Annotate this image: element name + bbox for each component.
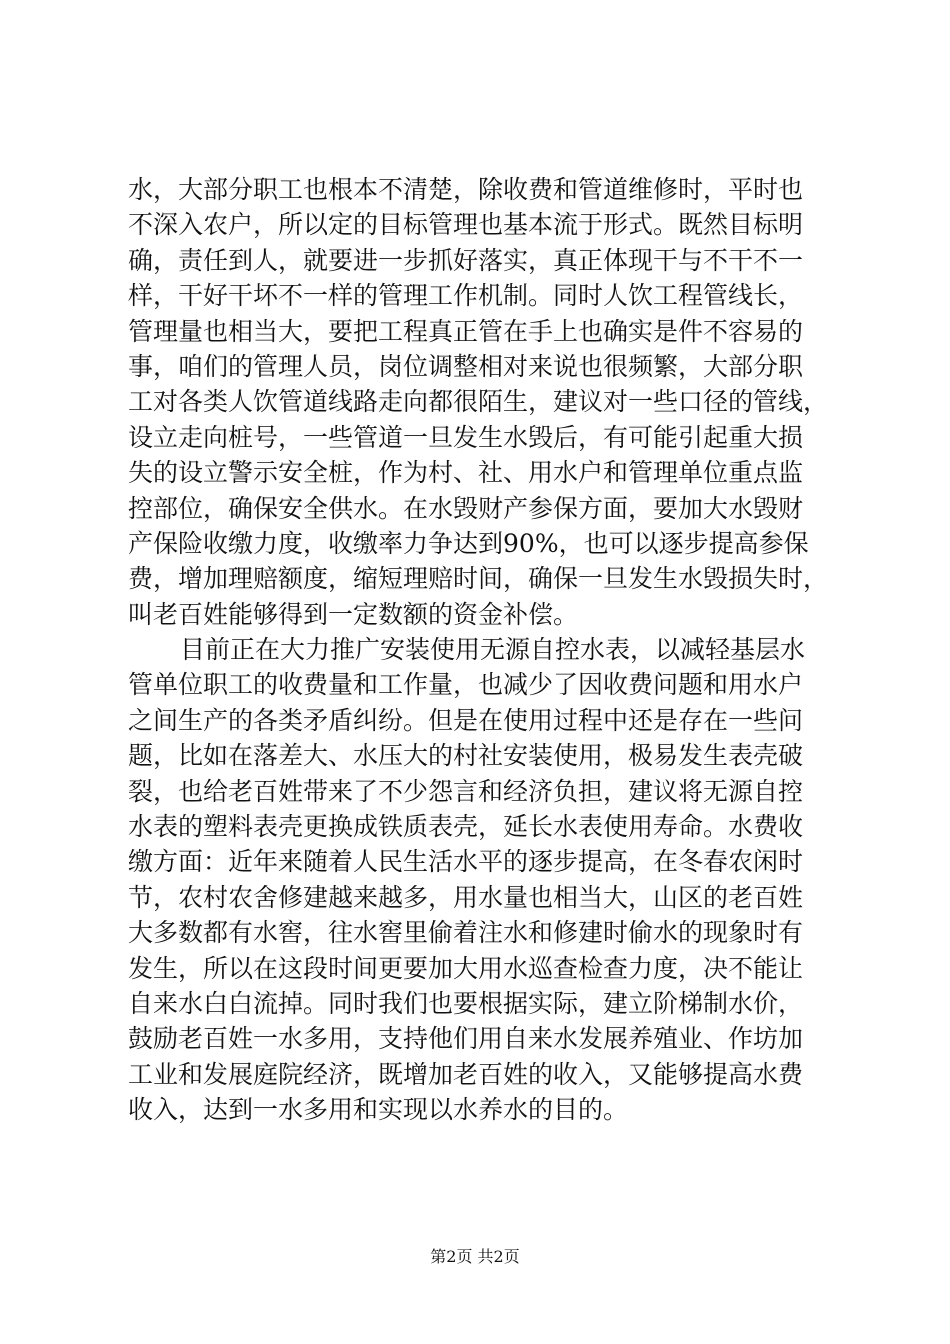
text-line: 不深入农户，所以定的目标管理也基本流于形式。既然目标明: [128, 210, 804, 240]
text-line: 水表的塑料表壳更换成铁质表壳，延长水表使用寿命。水费收: [128, 812, 804, 842]
text-line: 缴方面：近年来随着人民生活水平的逐步提高，在冬春农闲时: [128, 847, 804, 877]
text-line: 收入，达到一水多用和实现以水养水的目的。: [128, 1095, 629, 1125]
text-line: 样，干好干坏不一样的管理工作机制。同时人饮工程管线长，: [128, 281, 804, 311]
text-line: 自来水白白流掉。同时我们也要根据实际，建立阶梯制水价，: [128, 988, 804, 1018]
text-line: 叫老百姓能够得到一定数额的资金补偿。: [128, 599, 579, 629]
text-line: 设立走向桩号，一些管道一旦发生水毁后，有可能引起重大损: [128, 422, 804, 452]
text-line: 水，大部分职工也根本不清楚，除收费和管道维修时，平时也: [128, 175, 804, 204]
text-line: 鼓励老百姓一水多用，支持他们用自来水发展养殖业、作坊加: [128, 1024, 804, 1054]
text-line: 管单位职工的收费量和工作量，也减少了因收费问题和用水户: [128, 670, 804, 700]
text-line: 确，责任到人，就要进一步抓好落实，真正体现干与不干不一: [128, 245, 804, 275]
text-line: 事，咱们的管理人员，岗位调整相对来说也很频繁，大部分职: [128, 351, 804, 381]
text-line: 工业和发展庭院经济，既增加老百姓的收入，又能够提高水费: [128, 1059, 804, 1089]
text-line: 题，比如在落差大、水压大的村社安装使用，极易发生表壳破: [128, 741, 804, 771]
text-line: 之间生产的各类矛盾纠纷。但是在使用过程中还是存在一些问: [128, 705, 804, 735]
paragraph-1: [128, 172, 832, 632]
text-line: 工对各类人饮管道线路走向都很陌生，建议对一些口径的管线，: [128, 387, 829, 417]
text-line: 管理量也相当大，要把工程真正管在手上也确实是件不容易的: [128, 316, 804, 346]
text-line: 发生，所以在这段时间更要加大用水巡查检查力度，决不能让: [128, 953, 804, 983]
text-line: 节，农村农舍修建越来越多，用水量也相当大，山区的老百姓: [128, 882, 804, 912]
text-line: 产保险收缴力度，收缴率力争达到90%，也可以逐步提高参保: [128, 528, 809, 558]
text-line: 控部位，确保安全供水。在水毁财产参保方面，要加大水毁财: [128, 493, 804, 523]
text-line: 目前正在大力推广安装使用无源自控水表，以减轻基层水: [180, 635, 806, 665]
text-line: 费，增加理赔额度，缩短理赔时间，确保一旦发生水毁损失时，: [128, 564, 829, 594]
document-body: [128, 172, 832, 1128]
text-line: 失的设立警示安全桩，作为村、社、用水户和管理单位重点监: [128, 458, 804, 488]
page-footer: 第2页 共2页: [430, 1247, 520, 1266]
text-line: 大多数都有水窖，往水窖里偷着注水和修建时偷水的现象时有: [128, 918, 804, 948]
text-line: 裂，也给老百姓带来了不少怨言和经济负担，建议将无源自控: [128, 776, 804, 806]
paragraph-2: [128, 632, 832, 1127]
